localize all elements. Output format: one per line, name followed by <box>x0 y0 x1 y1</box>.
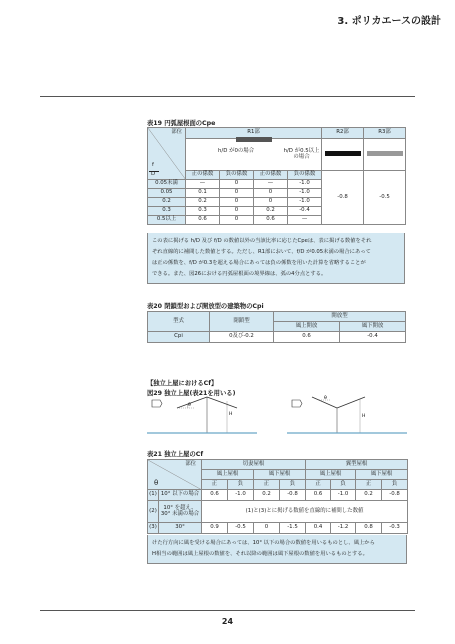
table19-r3-diagram <box>364 139 406 171</box>
table20-closed-header: 閉鎖型 <box>210 312 274 332</box>
table-row: 0.05 0.1 0 0 -1.0 <box>148 189 406 198</box>
r3-bar-icon <box>367 151 403 156</box>
page-number: 24 <box>221 617 234 626</box>
fig29-heading: 【独立上屋におけるCf】 <box>147 380 218 387</box>
kirizuma-header: 切妻屋根 <box>202 460 306 470</box>
table20-title: 表20 閉鎖型および開放型の建築物のCpi <box>147 303 264 310</box>
katanagare-header: 翼型屋根 <box>306 460 408 470</box>
table19-r3-header: R3部 <box>364 128 406 139</box>
note-line: できる。また、図26における円弧屋根面の境界線は、弧の4分点とする。 <box>152 271 327 277</box>
hdr-pos2: 正の係数 <box>254 171 288 180</box>
hdr-pos1: 正の係数 <box>186 171 220 180</box>
note-line: は正の係数を、f/D が0.3を超える場合にあっては負の係数を用いた計算を省略することが <box>152 260 366 266</box>
table21-diagonal-cell <box>148 460 202 490</box>
theta-label: θ <box>188 403 191 408</box>
table19-r2-diagram <box>322 139 364 171</box>
windward-header: 風上屋根 <box>306 470 356 480</box>
table20-open-header: 開放型 <box>274 312 406 322</box>
table19-r2-header: R2部 <box>322 128 364 139</box>
table20-type-header: 型式 <box>148 312 210 332</box>
table20-windward-header: 風上開放 <box>274 322 340 332</box>
r2-bar-icon <box>325 151 361 156</box>
gable-roof-figure <box>147 397 257 433</box>
table-row: 0.3 0.3 0 0.2 -0.4 <box>148 207 406 216</box>
table21-site-label: 部位 <box>185 461 196 467</box>
roof-left <box>177 397 207 408</box>
table20-leeward-header: 風下開放 <box>340 322 406 332</box>
interpolation-cell: (1)と(3)とに掲げる数値を直線的に補間した数値 <box>202 501 408 523</box>
h-over-d-half: h/D が0.5以上の場合 <box>283 148 320 160</box>
footer-rule <box>40 610 415 611</box>
leeward-header: 風下屋根 <box>254 470 306 480</box>
table-row: 0.2 0.2 0 0 -1.0 <box>148 198 406 207</box>
r1-bar-icon <box>236 137 272 142</box>
table-row: (2) 10° を超え、 30° 未満の場合 (1)と(3)とに掲げる数値を直線的に補間した数値 <box>148 501 408 523</box>
table20 <box>147 311 406 343</box>
table19-r1-header: R1部 <box>186 128 322 139</box>
table19-title: 表19 円弧屋根面のCpe <box>147 120 216 127</box>
fig29-title: 図29 独立上屋(表21を用いる) <box>147 390 236 397</box>
windward-header: 風上屋根 <box>202 470 254 480</box>
table21-note <box>147 535 407 564</box>
fd-top: f <box>152 162 154 169</box>
roof-right <box>207 397 237 408</box>
table-row: 0.05未満 — 0 — -1.0 <box>148 180 406 189</box>
table-row: Cpi 0及び-0.2 0.6 -0.4 <box>148 332 406 343</box>
table19-diagonal-cell <box>148 128 186 180</box>
r2-value: -0.8 <box>322 171 364 225</box>
table-row: (3) 30° 0.9 -0.5 0 -1.5 0.4 -1.2 0.8 -0.3 <box>148 523 408 534</box>
theta-header: θ <box>154 478 159 487</box>
r3-value: -0.5 <box>364 171 406 225</box>
wind-arrow-icon <box>292 400 302 407</box>
fd-bot: D <box>151 171 156 178</box>
table21: 部位 θ 切妻屋根 翼型屋根 風上屋根 風下屋根 風上屋根 風下屋根 正 負 正 負 正 負 正 負 (1) 10° 以下の場合 0.6 -1.0 0.2 -0.8 0.6 -1.0 0.2 -0.8 (2) 10° を超え、 30° 未満の場合 (1)と(3)とに掲げる数値を直線的に補間した数値 (3) 30° 0.9 -0.5 0 -1.5 0.4 -1.2 0.8 -0.3 <box>147 459 408 534</box>
note-line: けた行方向に風を受ける場合にあっては、10° 以下の場合の数値を用いるものとし、風上から <box>152 540 375 546</box>
h-label: H <box>362 414 366 419</box>
hdr-neg1: 負の係数 <box>220 171 254 180</box>
table19-site-label: 部位 <box>171 129 182 135</box>
note-line: この表に掲げる h/D 及び f/D の数値以外の当該比率に応じたCpeは、表に掲げる数値をそれ <box>152 238 372 244</box>
table21-title: 表21 独立上屋のCf <box>147 451 204 458</box>
h-over-d-zero: h/D が0の場合 <box>218 148 255 154</box>
note-line: H相当の範囲は風上屋根の数値を、それ以降の範囲は風下屋根の数値を用いるものとする。 <box>152 551 368 557</box>
header-rule <box>40 96 415 97</box>
fig29-diagram <box>147 395 407 440</box>
theta-label: θ <box>324 396 327 401</box>
table19-r1-diagram <box>186 139 322 171</box>
roof-right <box>337 397 365 408</box>
h-label: H <box>229 412 233 417</box>
hdr-neg2: 負の係数 <box>288 171 322 180</box>
table19 <box>147 127 406 225</box>
note-line: ぞれ直線的に補間した数値とする。ただし、R1部において、f/D が0.05未満の場合にあって <box>152 249 371 255</box>
table-row: 0.5以上 0.6 0 0.6 — <box>148 216 406 225</box>
leeward-header: 風下屋根 <box>356 470 408 480</box>
table-row: (1) 10° 以下の場合 0.6 -1.0 0.2 -0.8 0.6 -1.0 0.2 -0.8 <box>148 490 408 501</box>
butterfly-roof-figure <box>287 395 407 433</box>
table19-note <box>147 233 405 284</box>
section-header: 3. ポリカエースの設計 <box>337 16 441 27</box>
wind-arrow-icon <box>152 400 162 407</box>
